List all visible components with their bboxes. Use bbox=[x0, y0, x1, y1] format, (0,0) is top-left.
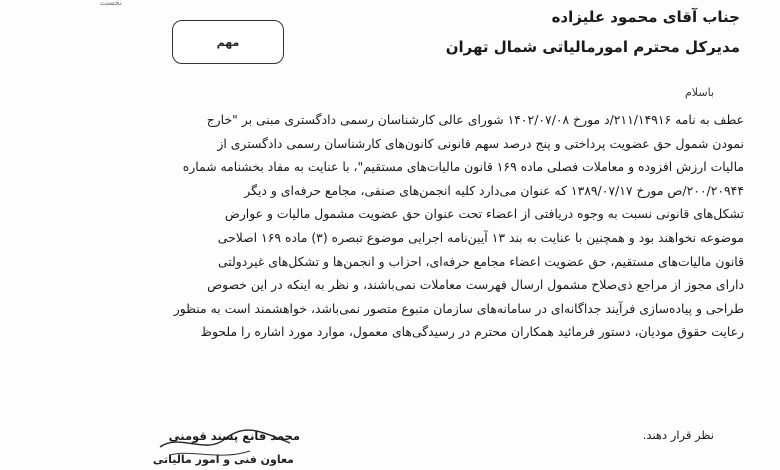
body-line: تشکل‌های قانونی نسبت به وجوه دریافتی از اعضاء تحت عنوان حق عضویت مشمول مالیات و عوارض bbox=[224, 206, 744, 222]
body-line: موضوعه نخواهند بود و همچنین با عنایت به بند ۱۳ آیین‌نامه اجرایی موضوع تبصره (۳) ماده ۱۶۹ اصلاحی bbox=[217, 229, 744, 245]
importance-stamp-label: مهم bbox=[216, 35, 240, 49]
body-line: نمودن شمول حق عضویت پرداختی و پنج درصد سهم قانونی کانون‌های کارشناسان رسمی دادگستری از bbox=[217, 135, 744, 151]
body-line: طراحی و پیاده‌سازی فرآیند جداگانه‌ای در سامانه‌های سازمان متبوع متصور نمی‌باشد، خواهشمند است به منظور bbox=[173, 300, 744, 316]
salutation: باسلام bbox=[684, 86, 714, 99]
letter-body bbox=[36, 108, 744, 344]
signatory-name: محمد قانع پسند قومنی bbox=[168, 429, 300, 443]
importance-stamp bbox=[172, 20, 284, 64]
signature-block bbox=[150, 425, 300, 470]
body-line: ۲۰۰/۲۰۹۴۴/ص مورخ ۱۳۸۹/۰۷/۱۷ که عنوان می‌دارد کلیه انجمن‌های صنفی، مجامع حرفه‌ای و دیگر bbox=[244, 182, 744, 198]
recipient-name: جناب آقای محمود علیزاده bbox=[551, 8, 740, 26]
closing-line: نظر قرار دهند. bbox=[642, 428, 714, 442]
body-line: دارای مجوز از مراجع ذی‌صلاح مشمول ارسال فهرست معاملات نمی‌باشند، و نظر به اینکه در این خصوص bbox=[207, 277, 744, 293]
faint-header-text: نخست bbox=[99, 0, 122, 7]
body-line: قانون مالیات‌های مستقیم، حق عضویت اعضاء مجامع حرفه‌ای، احزاب و انجمن‌ها و تشکل‌های غیردولتی bbox=[217, 253, 744, 269]
recipient-title: مدیرکل محترم امورمالیاتی شمال تهران bbox=[445, 38, 740, 56]
body-line: رعایت حقوق مودیان، دستور فرمائید همکاران محترم در رسیدگی‌های معمول، موارد مورد اشاره را ملحوظ bbox=[200, 324, 744, 340]
signatory-role: معاون فنی و امور مالیاتی bbox=[152, 453, 294, 466]
body-line: عطف به نامه ۲۱۱/۱۴۹۱۶/د مورخ ۱۴۰۲/۰۷/۰۸ شورای عالی کارشناسان رسمی دادگستری مبنی بر "خارج bbox=[206, 112, 744, 127]
body-line: مالیات ارزش افزوده و معاملات فصلی ماده ۱۶۹ قانون مالیات‌های مستقیم"، با عنایت به مفاد بخشنامه شماره bbox=[182, 159, 744, 175]
